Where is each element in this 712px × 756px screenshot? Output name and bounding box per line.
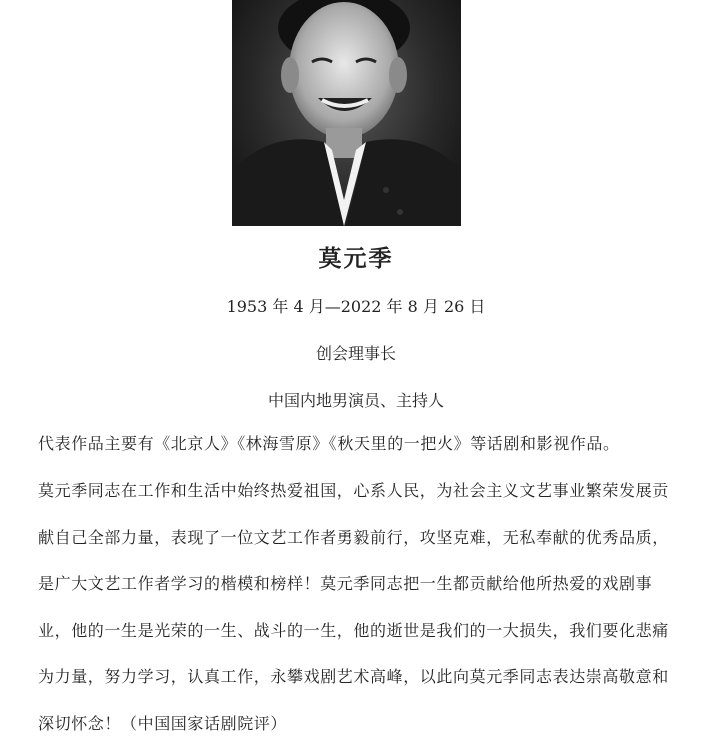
person-name: 莫元季 [318,245,394,272]
portrait-illustration [232,0,461,226]
works-paragraph: 代表作品主要有《北京人》《林海雪原》《秋天里的一把火》等话剧和影视作品。 [38,434,620,453]
portrait-photo [232,0,461,226]
tribute-paragraph: 莫元季同志在工作和生活中始终热爱祖国，心系人民，为社会主义文艺事业繁荣发展贡献自己全部力量，表现了一位文艺工作者勇毅前行，攻坚克难，无私奉献的优秀品质，是广大文艺工作者学习的楷模和榜样！莫元季同志把一生都贡献给他所热爱的戏剧事业，他的一生是光荣的一生、战斗的一生，他的逝世是我们的一大损失，我们要化悲痛为力量，努力学习，认真工作，永攀戏剧艺术高峰，以此向莫元季同志表达崇高敬意和深切怀念！（中国国家话剧院评） [38,481,669,733]
life-dates: 1953 年 4 月—2022 年 8 月 26 日 [226,297,486,316]
occupation: 中国内地男演员、主持人 [267,391,444,410]
role-title: 创会理事长 [315,344,396,363]
